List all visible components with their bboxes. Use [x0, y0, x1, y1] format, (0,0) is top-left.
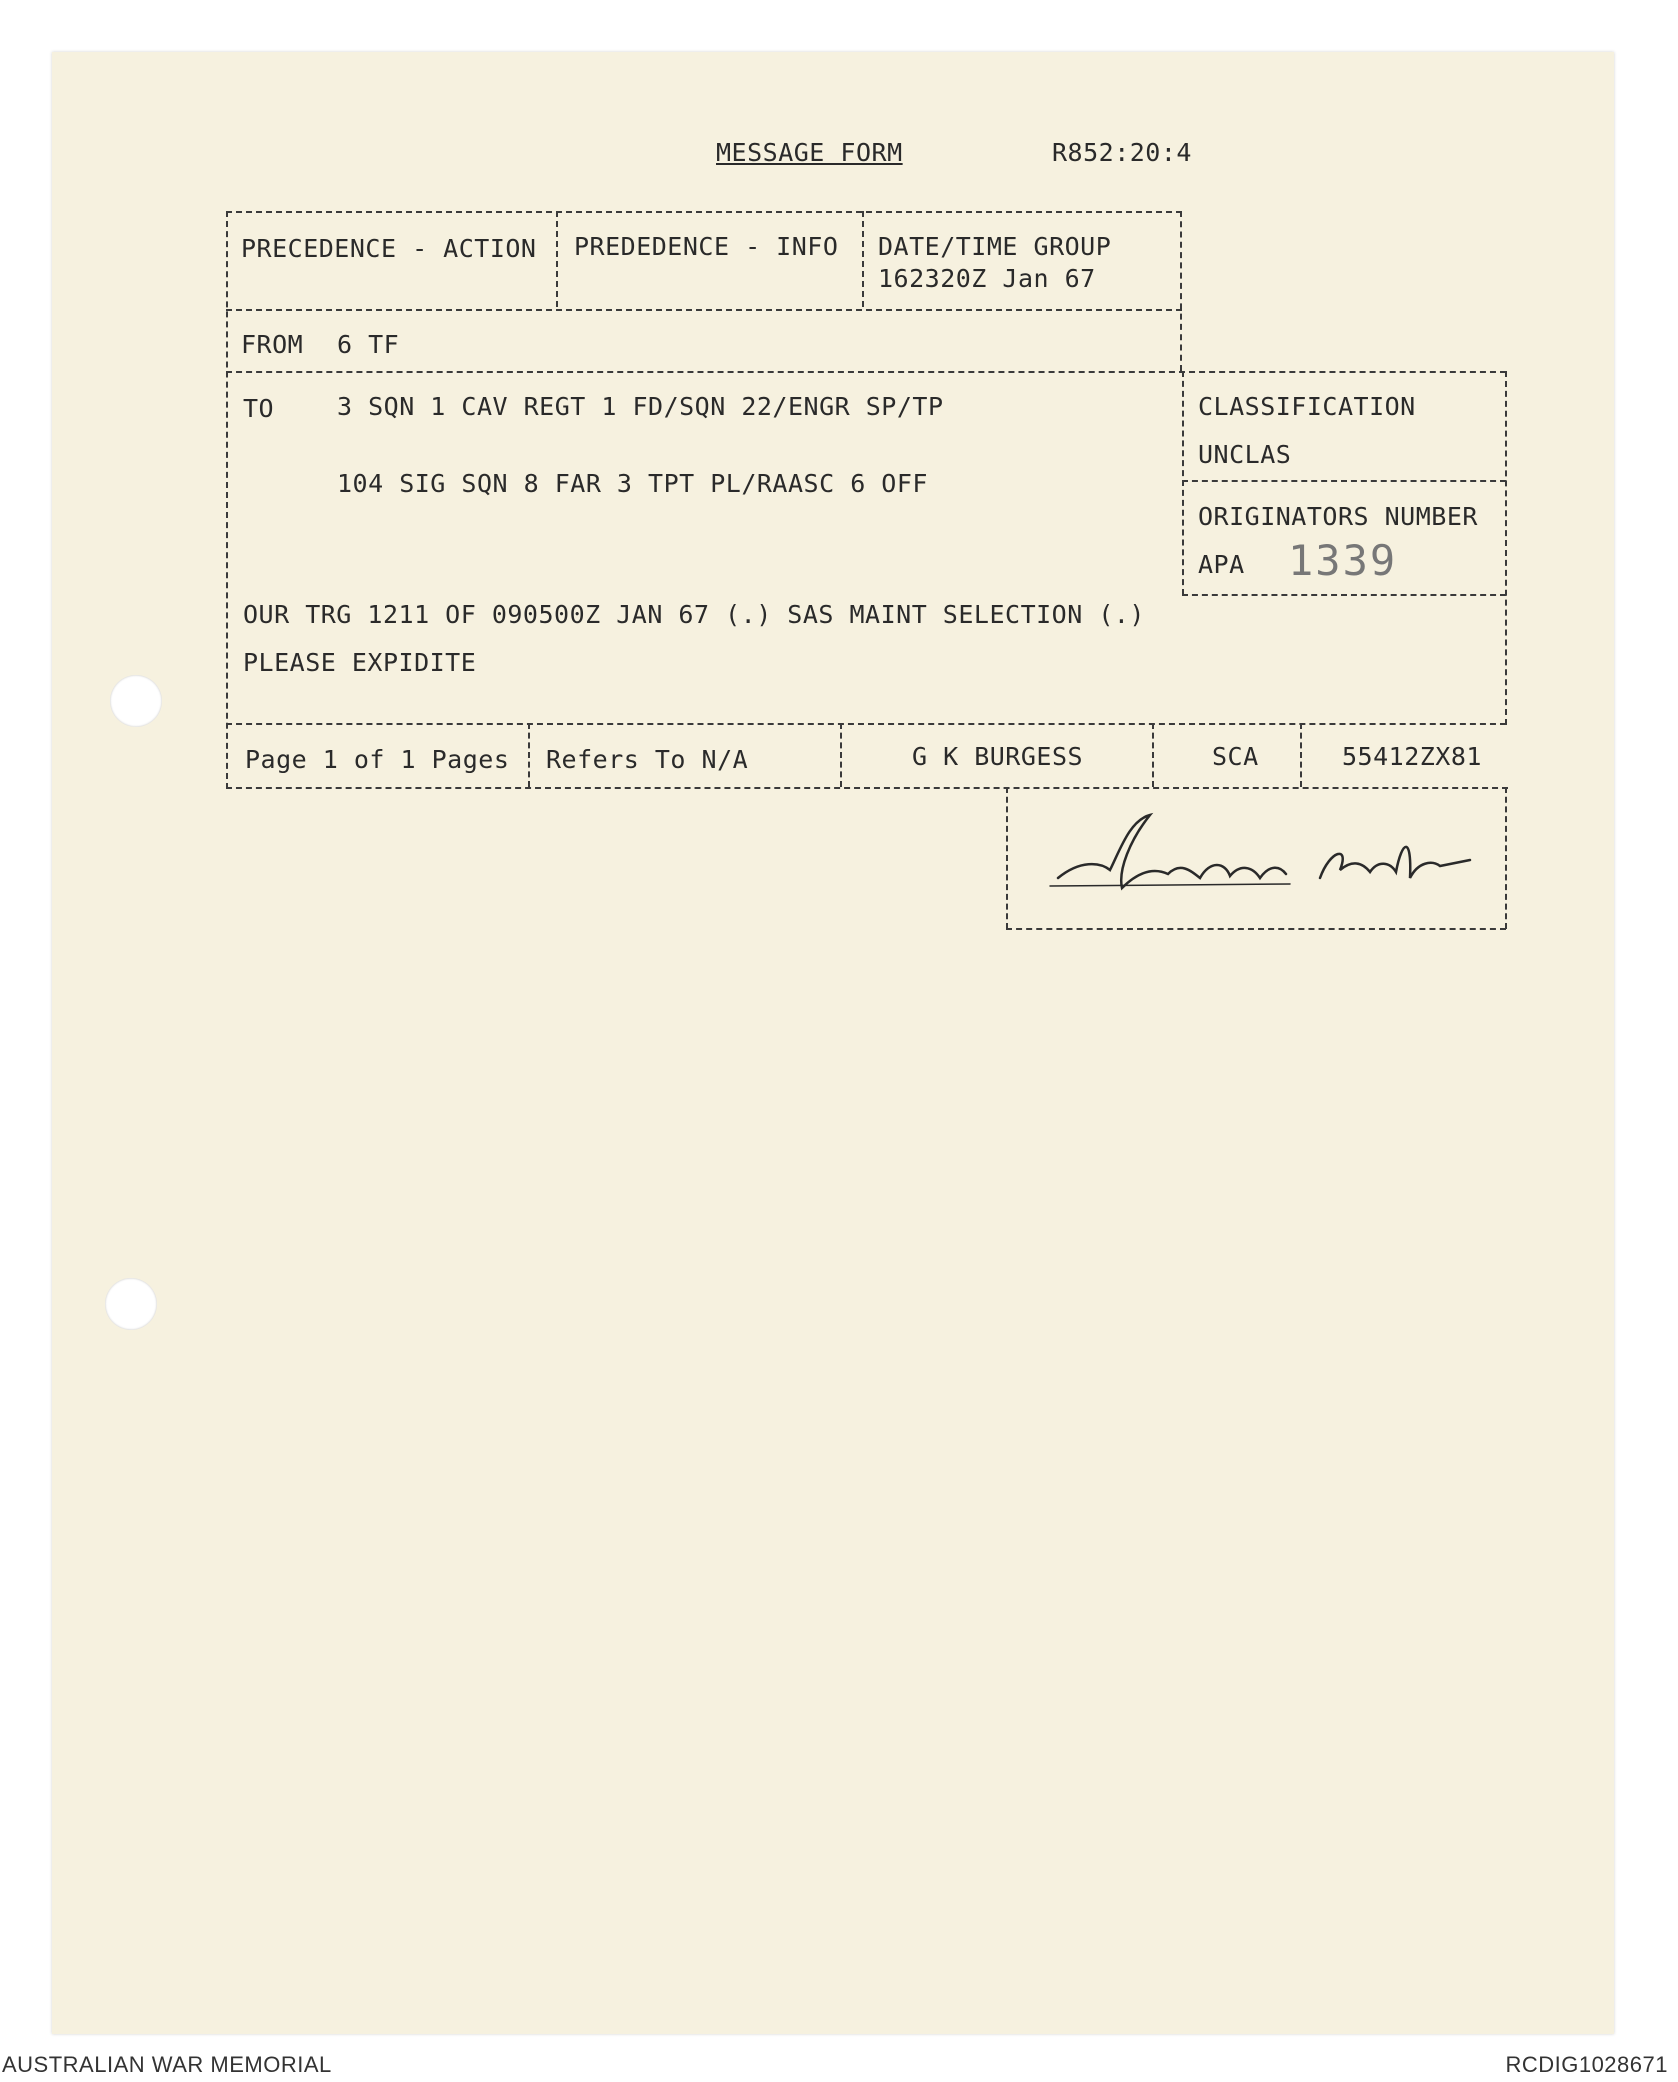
- handwritten-signature: [1040, 800, 1480, 910]
- refers-to: Refers To N/A: [546, 745, 749, 774]
- punch-hole-bottom: [105, 1278, 157, 1330]
- precedence-action-label: PRECEDENCE - ACTION: [241, 234, 537, 263]
- punch-hole-top: [110, 675, 162, 727]
- from-value: 6 TF: [337, 330, 400, 359]
- originators-number-label: ORIGINATORS NUMBER: [1198, 502, 1478, 531]
- to-addressees-line2: 104 SIG SQN 8 FAR 3 TPT PL/RAASC 6 OFF: [337, 469, 928, 498]
- to-label: TO: [243, 394, 275, 423]
- precedence-info-label: PREDEDENCE - INFO: [574, 232, 839, 261]
- form-reference: R852:20:4: [1052, 138, 1192, 167]
- message-line-1: OUR TRG 1211 OF 090500Z JAN 67 (.) SAS MAINT SELECTION (.): [243, 600, 1145, 629]
- releasing-officer-name: G K BURGESS: [912, 742, 1084, 771]
- officer-appointment: SCA: [1212, 742, 1259, 771]
- dtg-label: DATE/TIME GROUP: [878, 232, 1112, 261]
- originators-number: 1339: [1288, 536, 1398, 585]
- message-line-2: PLEASE EXPIDITE: [243, 648, 477, 677]
- archive-identifier: RCDIG1028671: [1505, 2052, 1668, 2077]
- classification-value: UNCLAS: [1198, 440, 1292, 469]
- archive-credit: AUSTRALIAN WAR MEMORIAL: [2, 2052, 332, 2077]
- form-title: MESSAGE FORM: [716, 138, 903, 167]
- page-count: Page 1 of 1 Pages: [245, 745, 510, 774]
- to-addressees-line1: 3 SQN 1 CAV REGT 1 FD/SQN 22/ENGR SP/TP: [337, 392, 944, 421]
- classification-label: CLASSIFICATION: [1198, 392, 1416, 421]
- from-label: FROM: [241, 330, 304, 359]
- officer-service-number: 55412ZX81: [1342, 742, 1482, 771]
- dtg-value: 162320Z Jan 67: [878, 264, 1096, 293]
- originators-prefix: APA: [1198, 550, 1245, 579]
